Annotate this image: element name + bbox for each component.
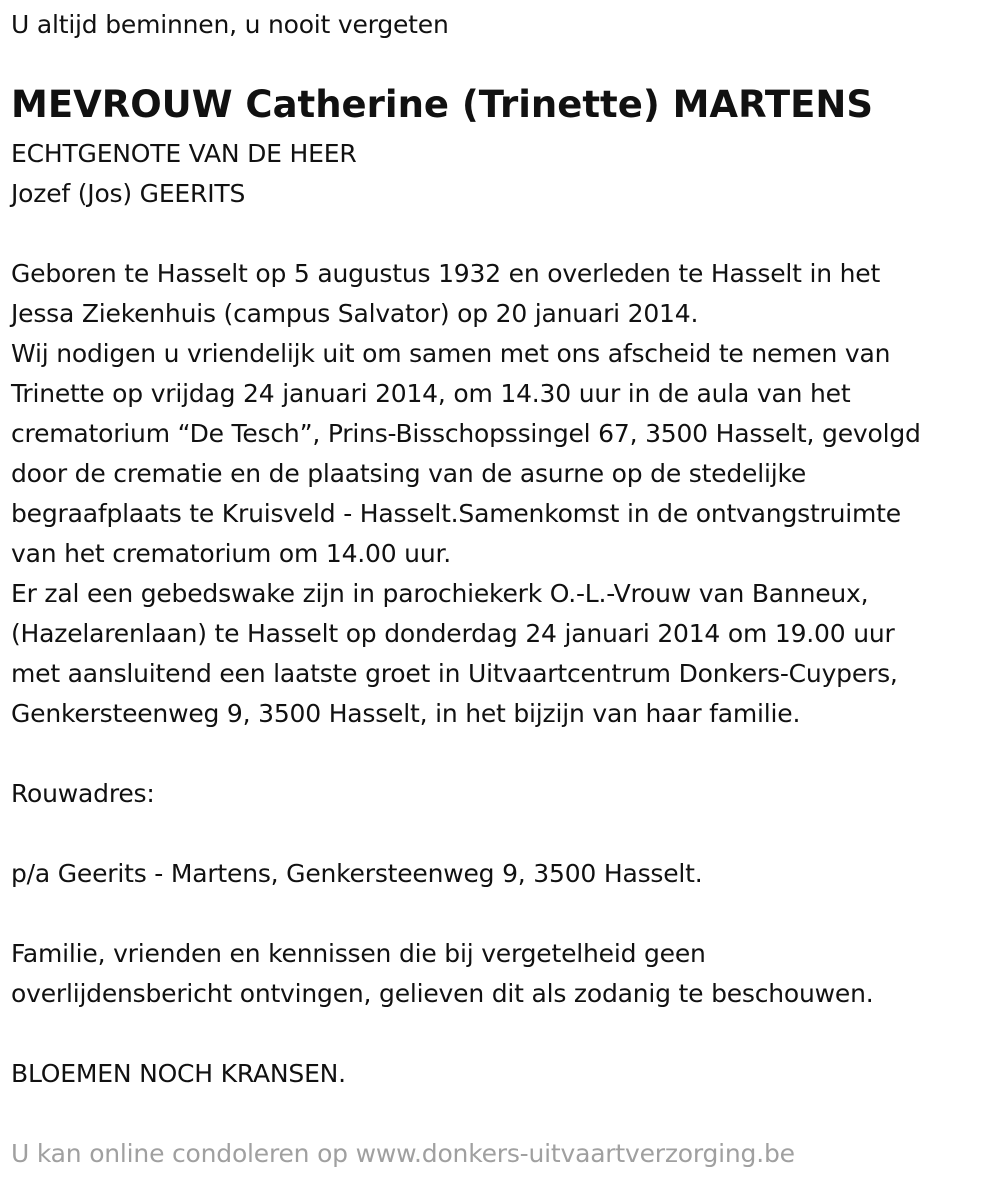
body-line: Genkersteenweg 9, 3500 Hasselt, in het bijzijn van haar familie. xyxy=(11,699,801,728)
body-line: Trinette op vrijdag 24 januari 2014, om 14.30 uur in de aula van het xyxy=(11,379,851,408)
rouwadres-label: Rouwadres: xyxy=(11,779,155,808)
motto: U altijd beminnen, u nooit vergeten xyxy=(11,10,449,39)
body-line: met aansluitend een laatste groet in Uitvaartcentrum Donkers-Cuypers, xyxy=(11,659,898,688)
body-line: begraafplaats te Kruisveld - Hasselt.Samenkomst in de ontvangstruimte xyxy=(11,499,901,528)
body-line: Er zal een gebedswake zijn in parochiekerk O.-L.-Vrouw van Banneux, xyxy=(11,579,869,608)
body-line: (Hazelarenlaan) te Hasselt op donderdag 24 januari 2014 om 19.00 uur xyxy=(11,619,895,648)
body-line: Geboren te Hasselt op 5 augustus 1932 en overleden te Hasselt in het xyxy=(11,259,881,288)
spouse-block xyxy=(11,134,357,214)
spouse-title: ECHTGENOTE VAN DE HEER xyxy=(11,139,357,168)
familie-line: Familie, vrienden en kennissen die bij vergetelheid geen xyxy=(11,939,706,968)
body-line: door de crematie en de plaatsing van de asurne op de stedelijke xyxy=(11,459,807,488)
body-line: Jessa Ziekenhuis (campus Salvator) op 20 januari 2014. xyxy=(11,299,699,328)
announcement-body xyxy=(11,254,921,734)
body-line: crematorium “De Tesch”, Prins-Bisschopssingel 67, 3500 Hasselt, gevolgd xyxy=(11,419,921,448)
rouwadres-address: p/a Geerits - Martens, Genkersteenweg 9, 3500 Hasselt. xyxy=(11,859,703,888)
bloemen-note: BLOEMEN NOCH KRANSEN. xyxy=(11,1059,346,1088)
familie-line: overlijdensbericht ontvingen, gelieven dit als zodanig te beschouwen. xyxy=(11,979,874,1008)
spouse-name: Jozef (Jos) GEERITS xyxy=(11,179,246,208)
body-line: Wij nodigen u vriendelijk uit om samen met ons afscheid te nemen van xyxy=(11,339,891,368)
deceased-name: MEVROUW Catherine (Trinette) MARTENS xyxy=(11,83,874,126)
online-condolence-note: U kan online condoleren op www.donkers-uitvaartverzorging.be xyxy=(11,1139,795,1168)
familie-note xyxy=(11,934,874,1014)
body-line: van het crematorium om 14.00 uur. xyxy=(11,539,452,568)
